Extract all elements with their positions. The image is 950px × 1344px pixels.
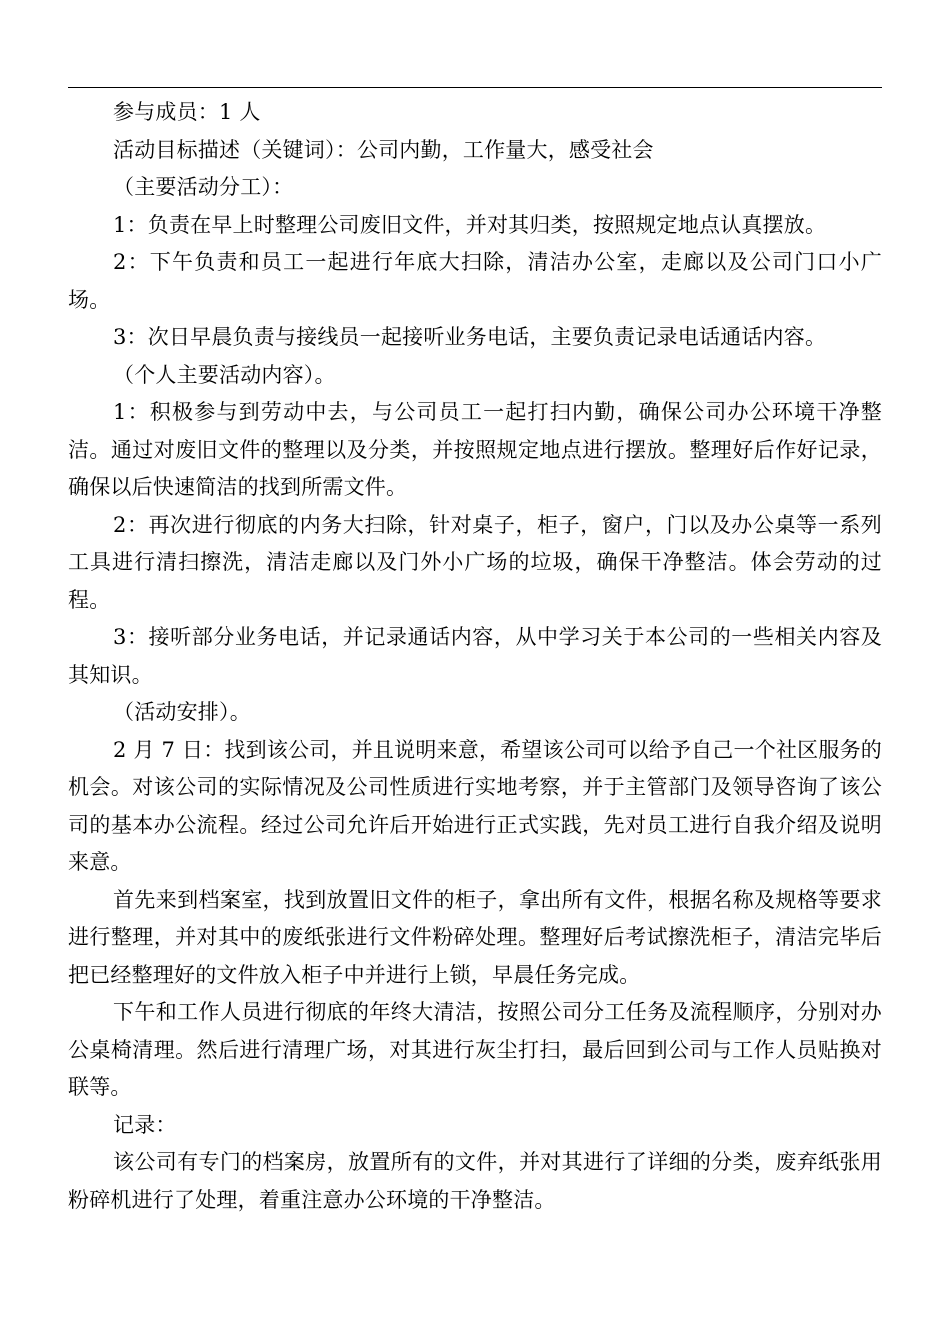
division-item-1: 1：负责在早上时整理公司废旧文件，并对其归类，按照规定地点认真摆放。 <box>113 212 827 237</box>
schedule-paragraph-2: 首先来到档案室，找到放置旧文件的柜子，拿出所有文件，根据名称及规格等要求进行整理，并对其中的废纸张进行文件粉碎处理。整理好后考试擦洗柜子，清洁完毕后把已经整理好的文件放入柜子中并进行上锁，早晨任务完成。 <box>68 887 882 987</box>
section-heading-record: 记录： <box>113 1112 177 1137</box>
schedule-paragraph-3: 下午和工作人员进行彻底的年终大清洁，按照公司分工任务及流程顺序，分别对办公桌椅清理。然后进行清理广场，对其进行灰尘打扫，最后回到公司与工作人员贴换对联等。 <box>68 1000 882 1099</box>
content-item-2: 2：再次进行彻底的内务大扫除，针对桌子，柜子，窗户，门以及办公桌等一系列工具进行清扫擦洗，清洁走廊以及门外小广场的垃圾，确保干净整洁。体会劳动的过程。 <box>68 512 882 612</box>
record-paragraph: 该公司有专门的档案房，放置所有的文件，并对其进行了详细的分类，废弃纸张用粉碎机进行了处理，着重注意办公环境的干净整洁。 <box>68 1150 882 1212</box>
content-item-1: 1：积极参与到劳动中去，与公司员工一起打扫内勤，确保公司办公环境干净整洁。通过对废旧文件的整理以及分类，并按照规定地点进行摆放。整理好后作好记录，确保以后快速简洁的找到所需文件。 <box>68 400 882 499</box>
section-heading-content: （个人主要活动内容）。 <box>113 362 336 387</box>
header-rule <box>68 87 882 88</box>
section-heading-schedule: （活动安排）。 <box>113 700 251 724</box>
participants-line: 参与成员：1 人 <box>113 100 261 124</box>
document-body <box>68 94 882 1219</box>
section-heading-division: （主要活动分工）： <box>113 175 294 199</box>
activity-goal-line: 活动目标描述（关键词）：公司内勤，工作量大，感受社会 <box>113 137 654 162</box>
division-item-2: 2：下午负责和员工一起进行年底大扫除，清洁办公室，走廊以及公司门口小广场。 <box>68 250 882 312</box>
division-item-3: 3：次日早晨负责与接线员一起接听业务电话，主要负责记录电话通话内容。 <box>113 325 827 349</box>
schedule-paragraph-1: 2 月 7 日：找到该公司，并且说明来意，希望该公司可以给予自己一个社区服务的机会。对该公司的实际情况及公司性质进行实地考察，并于主管部门及领导咨询了该公司的基本办公流程。经过公司允许后开始进行正式实践，先对员工进行自我介绍及说明来意。 <box>68 737 882 874</box>
content-item-3: 3：接听部分业务电话，并记录通话内容，从中学习关于本公司的一些相关内容及其知识。 <box>68 625 882 687</box>
